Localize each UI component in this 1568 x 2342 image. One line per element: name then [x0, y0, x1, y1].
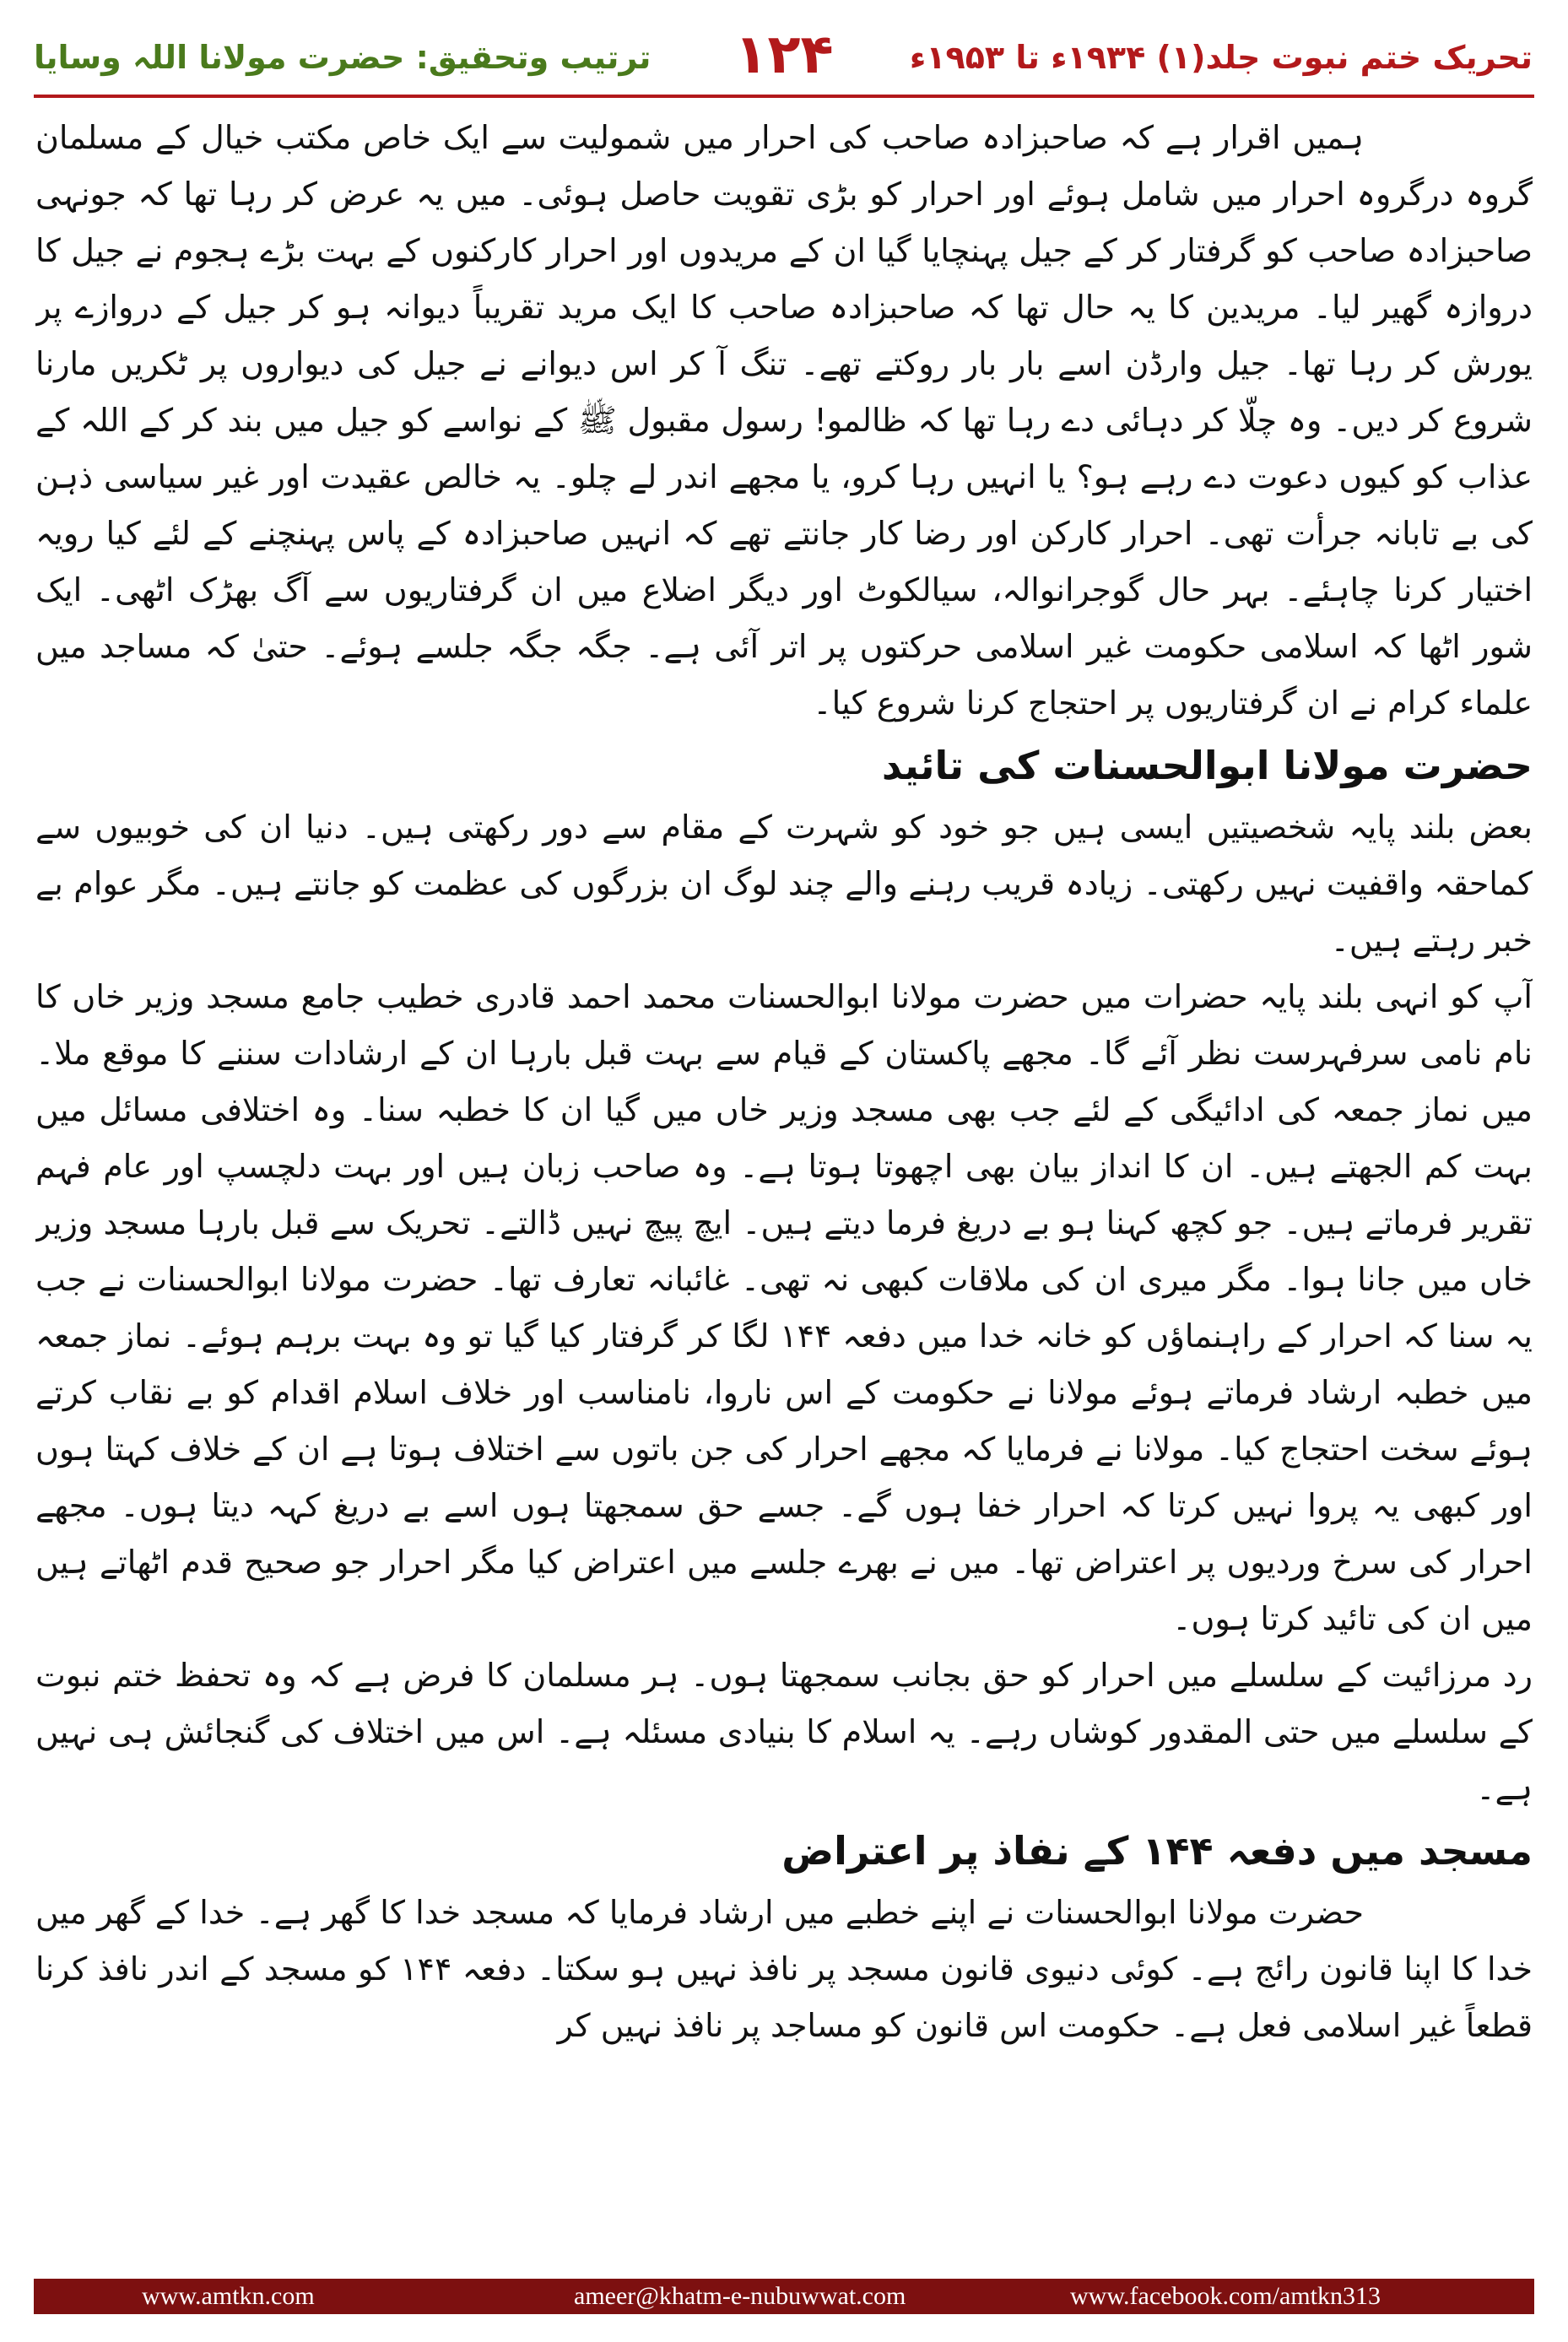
paragraph-1: ہمیں اقرار ہے کہ صاحبزادہ صاحب کی احرار میں شمولیت سے ایک خاص مکتب خیال کے مسلمان گروہ درگروہ احرار میں شامل ہوئے اور احرار کو بڑی تقویت حاصل ہوئی۔ میں یہ عرض کر رہا تھا کہ جونہی صاحبزادہ صاحب کو گرفتار کر کے جیل پہنچایا گیا ان کے مریدوں اور احرار کارکنوں کے بہت بڑے ہجوم نے جیل کا دروازہ گھیر لیا۔ مریدین کا یہ حال تھا کہ صاحبزادہ صاحب کا ایک مرید تقریباً دیوانہ ہو کر جیل کے دروازے پر یورش کر رہا تھا۔ جیل وارڈن اسے بار بار روکتے تھے۔ تنگ آ کر اس دیوانے نے جیل کی دیواروں پر ٹکریں مارنا شروع کر دیں۔ وہ چلّا کر دہائی دے رہا تھا کہ ظالمو! رسول مقبول ﷺ کے نواسے کو جیل میں بند کر کے اللہ کے عذاب کو کیوں دعوت دے رہے ہو؟ یا انہیں رہا کرو، یا مجھے اندر لے چلو۔ یہ خالص عقیدت اور غیر سیاسی ذہن کی بے تابانہ جرأت تھی۔ احرار کارکن اور رضا کار جانتے تھے کہ انہیں صاحبزادہ کے پاس پہنچنے کے لئے کیا رویہ اختیار کرنا چاہئے۔ بہر حال گوجرانوالہ، سیالکوٹ اور دیگر اضلاع میں ان گرفتاریوں سے آگ بھڑک اٹھی۔ ایک شور اٹھا کہ اسلامی حکومت غیر اسلامی حرکتوں پر اتر آئی ہے۔ جگہ جگہ جلسے ہوئے۔ حتیٰ کہ مساجد میں علماء کرام نے ان گرفتاریوں پر احتجاج کرنا شروع کیا۔: [35, 119, 1533, 722]
page-footer: [34, 2279, 1534, 2314]
section-heading-objection: مسجد میں دفعہ ۱۴۴ کے نفاذ پر اعتراض: [781, 1828, 1533, 1874]
paragraph-2: بعض بلند پایہ شخصیتیں ایسی ہیں جو خود کو شہرت کے مقام سے دور رکھتی ہیں۔ دنیا ان کی خوبیوں سے کماحقہ واقفیت نہیں رکھتی۔ زیادہ قریب رہنے والے چند لوگ ان بزرگوں کی عظمت کو جانتے ہیں۔ مگر عوام بے خبر رہتے ہیں۔: [35, 809, 1533, 959]
header-divider: [34, 95, 1534, 98]
book-title: تحریک ختم نبوت جلد(۱) ۱۹۳۴ء تا ۱۹۵۳ء: [909, 39, 1533, 76]
footer-facebook-link[interactable]: www.facebook.com/amtkn313: [1070, 2282, 1381, 2310]
page-number: ۱۲۴: [734, 24, 834, 86]
compiler-credit: ترتیب وتحقیق: حضرت مولانا اللہ وسایا: [34, 39, 652, 76]
paragraph-3: آپ کو انہی بلند پایہ حضرات میں حضرت مولانا ابوالحسنات محمد احمد قادری خطیب جامع مسجد وزیر خاں کا نام نامی سرفہرست نظر آئے گا۔ مجھے پاکستان کے قیام سے بہت قبل بارہا ان کے ارشادات سننے کا موقع ملا۔ میں نماز جمعہ کی ادائیگی کے لئے جب بھی مسجد وزیر خاں میں گیا ان کا خطبہ سنا۔ وہ اختلافی مسائل میں بہت کم الجھتے ہیں۔ ان کا انداز بیان بھی اچھوتا ہوتا ہے۔ وہ صاحب زبان ہیں اور بہت دلچسپ اور عام فہم تقریر فرماتے ہیں۔ جو کچھ کہنا ہو بے دریغ فرما دیتے ہیں۔ ایچ پیچ نہیں ڈالتے۔ تحریک سے قبل بارہا مسجد وزیر خاں میں جانا ہوا۔ مگر میری ان کی ملاقات کبھی نہ تھی۔ غائبانہ تعارف تھا۔ حضرت مولانا ابوالحسنات نے جب یہ سنا کہ احرار کے راہنماؤں کو خانہ خدا میں دفعہ ۱۴۴ لگا کر گرفتار کیا گیا تو وہ بہت برہم ہوئے۔ نماز جمعہ میں خطبہ ارشاد فرماتے ہوئے مولانا نے حکومت کے اس ناروا، نامناسب اور خلاف اسلام اقدام کو بے نقاب کرتے ہوئے سخت احتجاج کیا۔ مولانا نے فرمایا کہ مجھے احرار کی جن باتوں سے اختلاف ہوتا ہے ان کے خلاف کہتا ہوں اور کبھی یہ پروا نہیں کرتا کہ احرار خفا ہوں گے۔ جسے حق سمجھتا ہوں اسے بے دریغ کہہ دیتا ہوں۔ مجھے احرار کی سرخ وردیوں پر اعتراض تھا۔ میں نے بھرے جلسے میں اعتراض کیا مگر احرار جو صحیح قدم اٹھاتے ہیں میں ان کی تائید کرتا ہوں۔: [35, 978, 1533, 1637]
page-body: [35, 110, 1533, 2270]
page-header: [0, 0, 1568, 100]
paragraph-5: حضرت مولانا ابوالحسنات نے اپنے خطبے میں ارشاد فرمایا کہ مسجد خدا کا گھر ہے۔ خدا کے گھر میں خدا کا اپنا قانون رائج ہے۔ کوئی دنیوی قانون مسجد پر نافذ نہیں ہو سکتا۔ دفعہ ۱۴۴ کو مسجد کے اندر نافذ کرنا قطعاً غیر اسلامی فعل ہے۔ حکومت اس قانون کو مساجد پر نافذ نہیں کر: [35, 1894, 1533, 2044]
footer-website-link[interactable]: www.amtkn.com: [142, 2282, 315, 2310]
section-heading-support: حضرت مولانا ابوالحسنات کی تائید: [881, 743, 1533, 788]
footer-email-link[interactable]: ameer@khatm-e-nubuwwat.com: [574, 2282, 906, 2310]
paragraph-4: رد مرزائیت کے سلسلے میں احرار کو حق بجانب سمجھتا ہوں۔ ہر مسلمان کا فرض ہے کہ وہ تحفظ ختم نبوت کے سلسلے میں حتی المقدور کوشاں رہے۔ یہ اسلام کا بنیادی مسئلہ ہے۔ اس میں اختلاف کی گنجائش ہی نہیں ہے۔: [35, 1657, 1533, 1807]
